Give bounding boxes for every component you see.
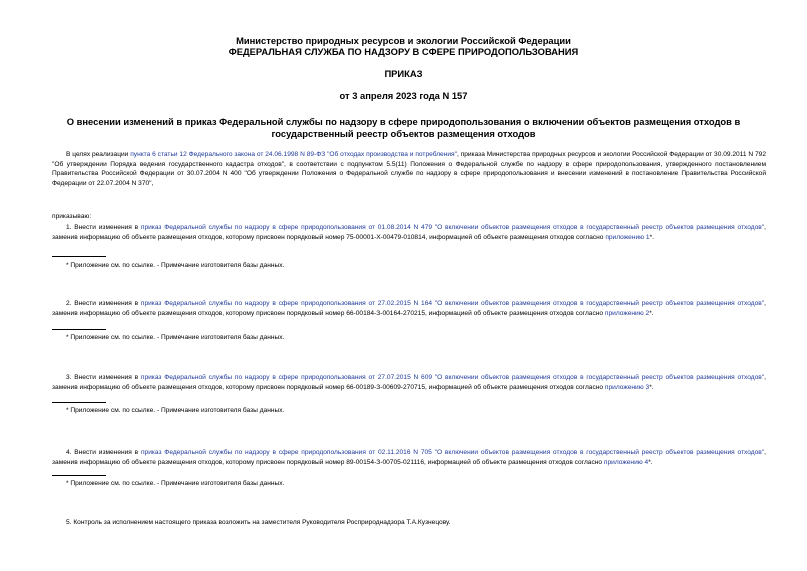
preamble-paragraph (52, 150, 766, 188)
item-4-order-link[interactable]: приказ Федеральной службы по надзору в сфере природопользования от 02.11.2016 N 705 "О включении объектов размещения отходов в государственный реестр объектов размещения отходов" (140, 449, 765, 456)
item-4-prefix: 4. Внести изменения в (66, 449, 141, 456)
order-item-4 (52, 448, 766, 467)
footnote-separator-2 (52, 329, 106, 330)
agency-name: ФЕДЕРАЛЬНАЯ СЛУЖБА ПО НАДЗОРУ В СФЕРЕ ПРИРОДОПОЛЬЗОВАНИЯ (228, 46, 579, 57)
item-2-appendix-link[interactable]: приложению 2 (604, 309, 650, 317)
footnote-separator-4 (52, 475, 106, 476)
footnote-3: * Приложение см. по ссылке. - Примечание изготовителя базы данных. (66, 407, 285, 414)
item-1-appendix-link[interactable]: приложению 1 (605, 233, 650, 241)
item-2-middle: , заменив информацию об объекте размещения отходов, которому присвоен порядковый номер 66-00184-З-00164-270215, информацией об объекте размещения отходов согласно (52, 300, 766, 317)
item-1-order-link[interactable]: приказ Федеральной службы по надзору в сфере природопользования от 01.08.2014 N 479 "О включении объектов размещения отходов в государственный реестр объектов размещения отходов" (140, 224, 765, 231)
footnote-2: * Приложение см. по ссылке. - Примечание изготовителя базы данных. (66, 334, 285, 341)
federal-law-link[interactable]: пункта 6 статьи 12 Федерального закона от 24.06.1998 N 89-ФЗ "Об отходах производства и потребления" (130, 151, 457, 158)
order-item-2 (52, 299, 766, 318)
document-type: ПРИКАЗ (384, 68, 423, 79)
order-word: приказываю: (52, 213, 92, 220)
order-item-5: 5. Контроль за исполнением настоящего приказа возложить на заместителя Руководителя Росприроднадзора Т.А.Кузнецову. (66, 519, 451, 526)
preamble-text-1: В целях реализации (66, 151, 131, 158)
item-2-order-link[interactable]: приказ Федеральной службы по надзору в сфере природопользования от 27.02.2015 N 164 "О включении объектов размещения отходов в государственный реестр объектов размещения отходов" (140, 300, 765, 307)
preamble-text-2: , приказа Министерства природных ресурсов и экологии Российской Федерации от 30.09.2011 N 792 "Об утверждении Порядка ведения государственного кадастра отходов", в соответствии с подпунктом 5.5(11) Положения о Федеральной службе по надзору в сфере природопользования, утвержденного постановлением Правительства Российской Федерации от 30.07.2004 N 400 "Об утверждении Положения о Федеральной службе по надзору в сфере природопользования и внесении изменений в постановление Правительства Российской Федерации от 22.07.2004 N 370", (52, 151, 767, 187)
item-4-middle: , заменив информацию об объекте размещения отходов, которому присвоен порядковый номер 89-00154-З-00705-021116, информацией об объекте размещения отходов согласно (52, 449, 766, 466)
item-3-appendix-link[interactable]: приложению 3 (604, 383, 650, 391)
item-3-prefix: 3. Внести изменения в (66, 374, 141, 381)
item-3-middle: , заменив информацию об объекте размещения отходов, которому присвоен порядковый номер 66-00189-З-00609-270715, информацией об объекте размещения отходов согласно (52, 374, 766, 391)
order-item-1 (52, 223, 766, 242)
footnote-separator-3 (52, 402, 106, 403)
footnote-1: * Приложение см. по ссылке. - Примечание изготовителя базы данных. (66, 262, 285, 269)
item-1-prefix: 1. Внести изменения в (66, 224, 141, 231)
item-2-prefix: 2. Внести изменения в (66, 300, 141, 307)
item-3-suffix: *. (649, 383, 654, 391)
item-4-appendix-link[interactable]: приложению 4 (603, 458, 649, 466)
document-date-number: от 3 апреля 2023 года N 157 (339, 90, 468, 101)
item-4-suffix: *. (648, 458, 653, 466)
footnote-4: * Приложение см. по ссылке. - Примечание изготовителя базы данных. (66, 480, 285, 487)
item-3-order-link[interactable]: приказ Федеральной службы по надзору в сфере природопользования от 27.07.2015 N 609 "О включении объектов размещения отходов в государственный реестр объектов размещения отходов" (140, 374, 765, 381)
item-2-suffix: *. (649, 309, 654, 317)
footnote-separator-1 (52, 256, 106, 257)
order-item-3 (52, 373, 766, 392)
item-1-middle: , заменив информацию об объекте размещения отходов, которому присвоен порядковый номер 75-00001-Х-00479-010814, информацией об объекте размещения отходов согласно (52, 224, 766, 241)
item-1-suffix: *. (649, 233, 655, 241)
ministry-name: Министерство природных ресурсов и экологии Российской Федерации (236, 35, 571, 46)
document-subject: О внесении изменений в приказ Федеральной службы по надзору в сфере природопользования о включении объектов размещения отходов в государственный реестр объектов размещения отходов (66, 116, 741, 139)
